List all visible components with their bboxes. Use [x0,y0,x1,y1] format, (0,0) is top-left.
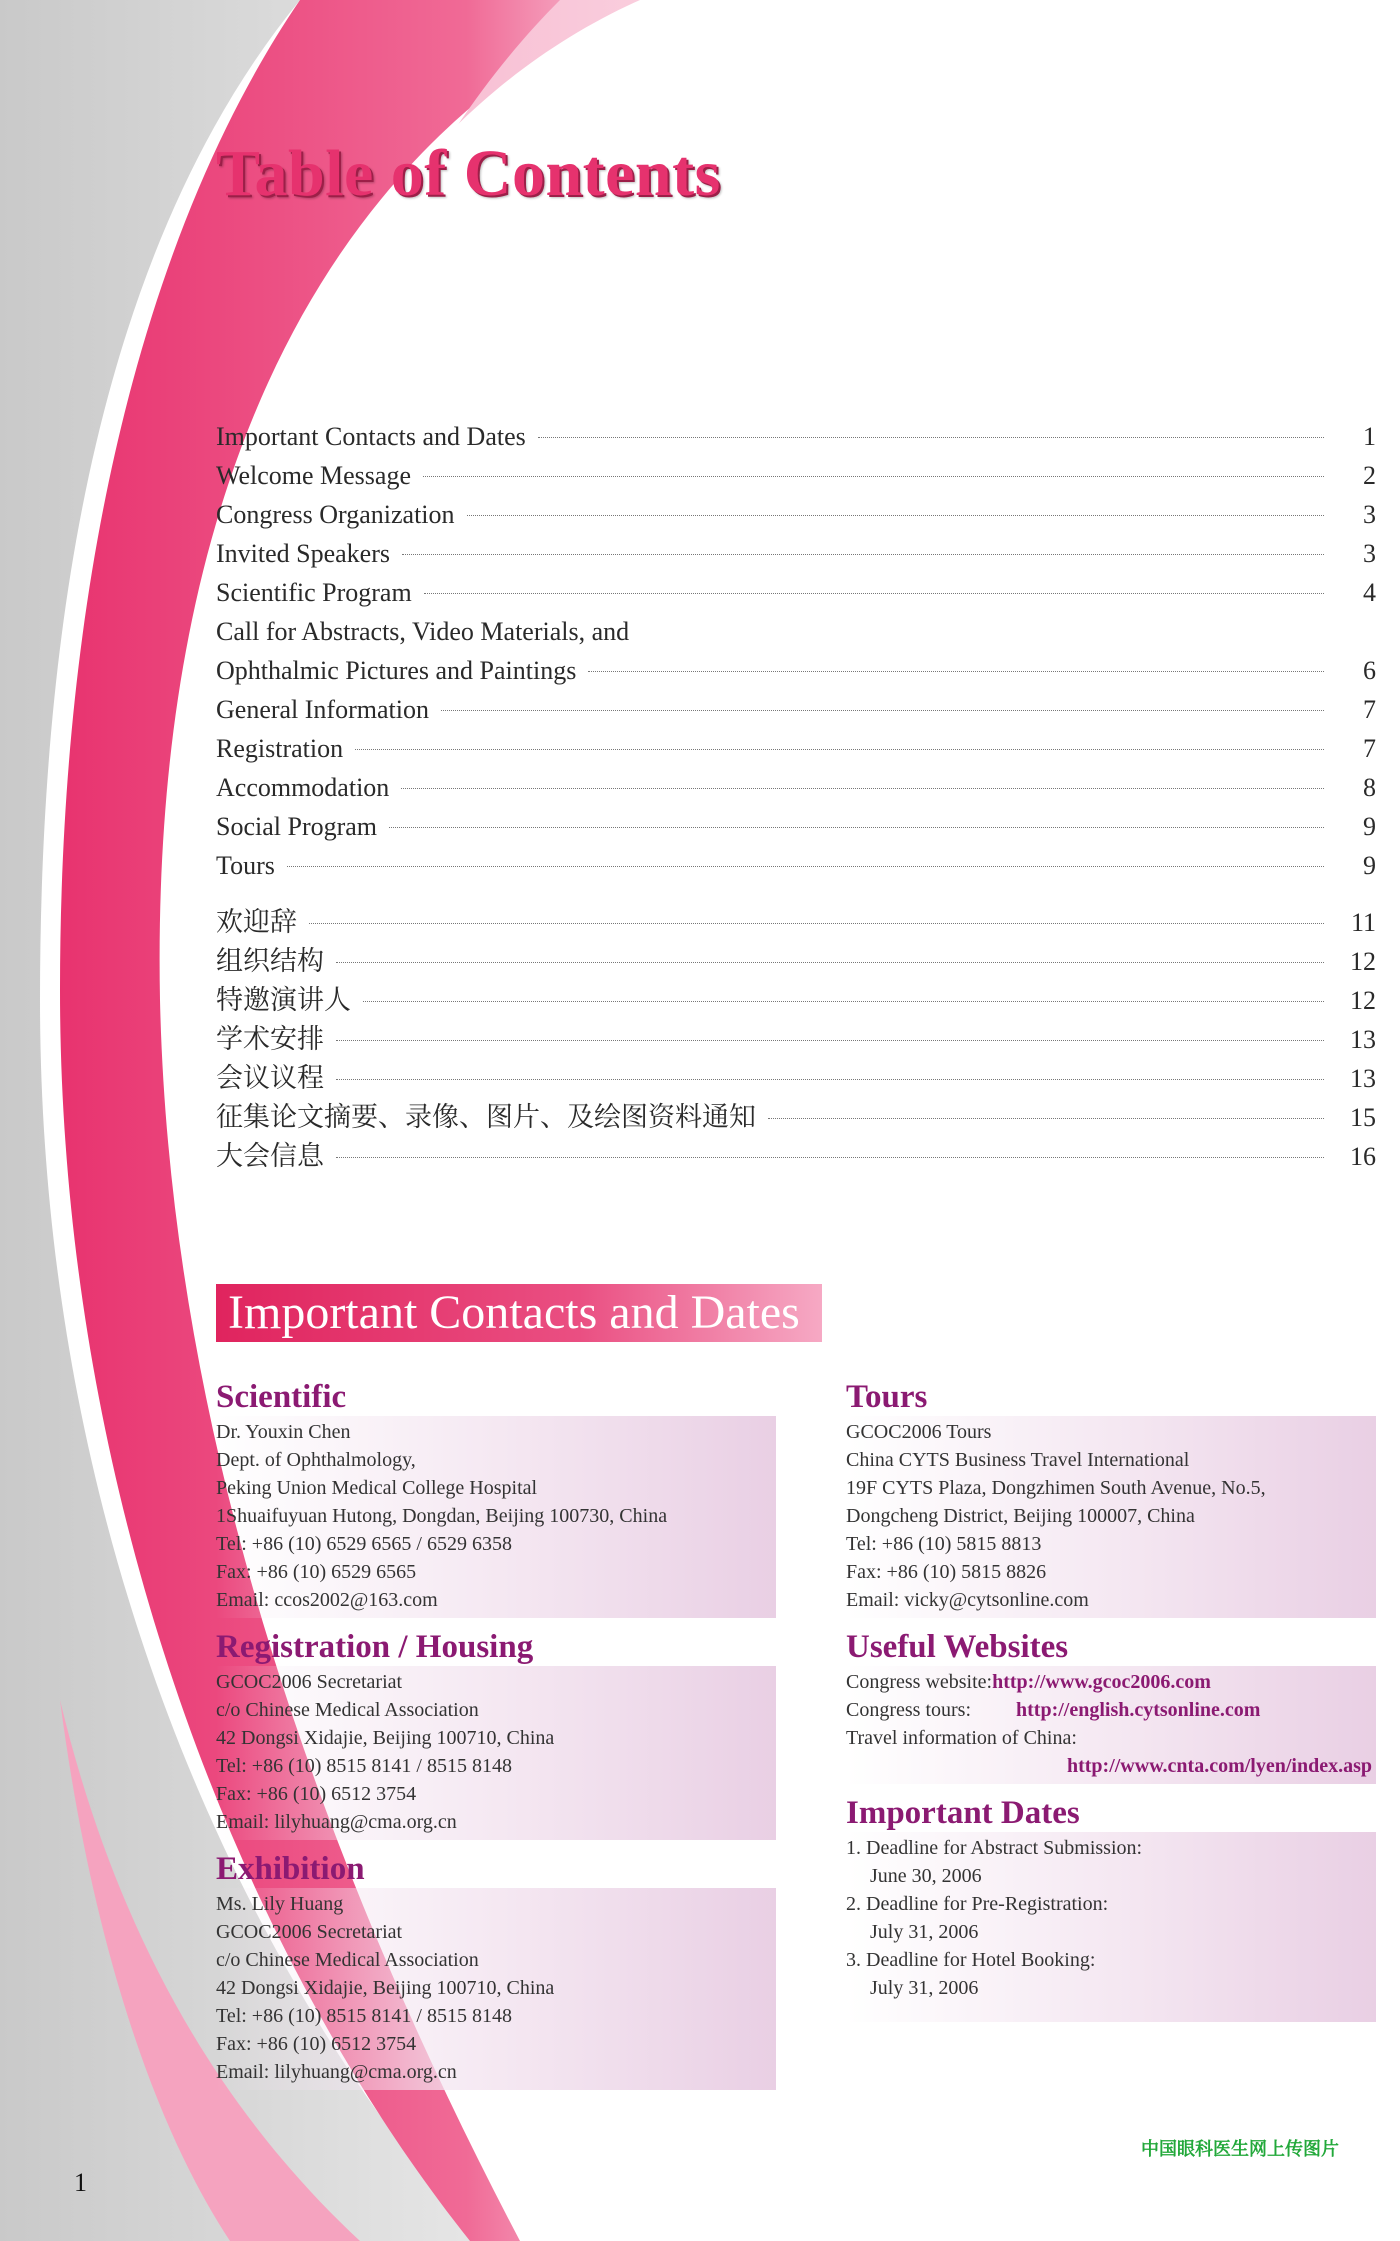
toc-entry-page: 3 [1363,539,1376,568]
contact-line: 42 Dongsi Xidajie, Beijing 100710, China [216,1727,555,1749]
website-label: Travel information of China: [846,1727,1077,1749]
dates-heading: Important Dates [846,1795,1080,1831]
toc-entry[interactable] [216,578,1376,617]
watermark-text: 中国眼科医生网上传图片 [1141,2139,1339,2160]
toc-entry-label: Call for Abstracts, Video Materials, and [216,617,630,646]
toc-entry-label: Invited Speakers [216,539,391,568]
exhibition-contact [216,1850,776,2090]
contact-line: Peking Union Medical College Hospital [216,1477,538,1499]
contact-line: Tel: +86 (10) 5815 8813 [846,1533,1042,1555]
registration-heading: Registration / Housing [216,1629,534,1665]
leader-dots [423,476,1324,477]
toc-entry-page: 4 [1363,578,1376,607]
toc-entry-cn[interactable] [216,1056,1376,1095]
contact-line: Fax: +86 (10) 6512 3754 [216,1783,417,1805]
toc-entry-label: Tours [216,851,275,880]
toc-entry-cn[interactable] [216,1017,1376,1056]
page-number: 1 [74,2168,87,2197]
leader-dots [538,437,1324,438]
toc-entry-page: 3 [1363,500,1376,529]
contact-email[interactable]: Email: lilyhuang@cma.org.cn [216,1811,457,1833]
date-label: 2. Deadline for Pre-Registration: [846,1893,1109,1915]
contact-line: China CYTS Business Travel International [846,1449,1190,1471]
tours-heading: Tours [846,1379,928,1415]
toc-entry-page: 8 [1363,773,1376,802]
leader-dots [467,515,1324,516]
leader-dots [768,1118,1324,1119]
congress-website-link[interactable]: http://www.gcoc2006.com [992,1671,1211,1693]
contact-line: c/o Chinese Medical Association [216,1699,479,1721]
registration-body [216,1666,776,1840]
toc-entry-label: 欢迎辞 [216,907,297,938]
toc-entry-label: 会议议程 [216,1063,324,1094]
leader-dots [402,554,1324,555]
toc-entry-label: Social Program [216,812,378,841]
toc-entry-label: Registration [216,734,344,763]
travel-info-link[interactable]: http://www.cnta.com/lyen/index.asp [1066,1755,1372,1777]
contact-line: Tel: +86 (10) 8515 8141 / 8515 8148 [216,2005,512,2027]
toc-entry-page: 6 [1363,656,1376,685]
contact-line: Fax: +86 (10) 6512 3754 [216,2033,417,2055]
toc-entry[interactable] [216,656,1376,695]
contact-line: Dept. of Ophthalmology, [216,1449,416,1471]
leader-dots [336,962,1324,963]
toc-entry-label: 组织结构 [216,946,324,977]
toc-entry-cn[interactable] [216,939,1376,978]
leader-dots [309,923,1324,924]
website-row [846,1668,1376,1696]
leader-dots [389,827,1324,828]
leader-dots [424,593,1324,594]
toc-entry-page: 9 [1363,812,1376,841]
scientific-body [216,1416,776,1618]
website-row [846,1752,1376,1780]
toc-entry[interactable] [216,773,1376,812]
leader-dots [363,1001,1324,1002]
toc-entry-label: 学术安排 [216,1024,324,1055]
toc-entry-label: Ophthalmic Pictures and Paintings [216,656,577,685]
toc-entry-page: 1 [1363,422,1376,451]
leader-dots [355,749,1324,750]
toc-entry-label: General Information [216,695,429,724]
leader-dots [287,866,1324,867]
contact-line: 19F CYTS Plaza, Dongzhimen South Avenue, No.5, [846,1477,1266,1499]
toc-entry-label: Welcome Message [216,461,411,490]
date-label: 1. Deadline for Abstract Submission: [846,1837,1143,1859]
contact-line: GCOC2006 Secretariat [216,1671,403,1693]
contact-line: GCOC2006 Tours [846,1421,992,1443]
registration-contact [216,1628,776,1840]
toc-entry-label: 特邀演讲人 [216,985,351,1016]
contact-line: c/o Chinese Medical Association [216,1949,479,1971]
congress-tours-link[interactable]: http://english.cytsonline.com [1016,1699,1261,1721]
toc-entry-page: 7 [1363,695,1376,724]
leader-dots [588,671,1324,672]
toc-entry[interactable] [216,539,1376,578]
contact-line: GCOC2006 Secretariat [216,1921,403,1943]
contact-email[interactable]: Email: vicky@cytsonline.com [846,1589,1089,1611]
toc-entry-page: 13 [1350,1064,1376,1093]
section-banner: Important Contacts and Dates [216,1284,822,1342]
date-label: 3. Deadline for Hotel Booking: [846,1949,1096,1971]
toc-entry-page: 16 [1350,1142,1376,1171]
leader-dots [336,1079,1324,1080]
leader-dots [441,710,1324,711]
toc-entry-page: 9 [1363,851,1376,880]
toc-entry-page: 2 [1363,461,1376,490]
website-row [846,1696,1376,1724]
leader-dots [401,788,1324,789]
contact-line: 42 Dongsi Xidajie, Beijing 100710, China [216,1977,555,1999]
toc-entry-label: Accommodation [216,773,390,802]
toc-entry-page: 13 [1350,1025,1376,1054]
website-label: Congress tours: [846,1699,971,1721]
contact-line: Fax: +86 (10) 6529 6565 [216,1561,417,1583]
toc-entry[interactable] [216,617,1376,656]
toc-entry[interactable] [216,695,1376,734]
date-value: July 31, 2006 [870,1921,979,1943]
toc-entry-page: 11 [1350,908,1376,937]
contact-line: Fax: +86 (10) 5815 8826 [846,1561,1047,1583]
contact-line: Tel: +86 (10) 8515 8141 / 8515 8148 [216,1755,512,1777]
toc-entry-label: Important Contacts and Dates [216,422,526,451]
leader-dots [336,1157,1324,1158]
websites-heading: Useful Websites [846,1629,1069,1665]
contact-line: 1Shuaifuyuan Hutong, Dongdan, Beijing 100730, China [216,1505,668,1527]
toc-entry[interactable] [216,461,1376,500]
scientific-contact [216,1378,776,1618]
toc-entry[interactable] [216,851,1376,890]
toc-entry-page: 12 [1350,986,1376,1015]
table-of-contents [216,422,1376,1173]
leader-dots [336,1040,1324,1041]
toc-entry-page: 12 [1350,947,1376,976]
date-value: July 31, 2006 [870,1977,979,1999]
toc-entry-label: 征集论文摘要、录像、图片、及绘图资料通知 [216,1102,756,1133]
tours-contact [846,1378,1376,1618]
toc-entry-cn[interactable] [216,900,1376,939]
important-dates [846,1794,1376,2022]
tours-body [846,1416,1376,1618]
toc-entry-cn[interactable] [216,1095,1376,1134]
toc-entry-label: 大会信息 [216,1141,324,1172]
toc-entry-page: 7 [1363,734,1376,763]
contact-line: Ms. Lily Huang [216,1893,344,1915]
toc-entry[interactable] [216,812,1376,851]
toc-entry-cn[interactable] [216,978,1376,1017]
exhibition-body [216,1888,776,2090]
toc-gap [216,890,1376,900]
website-label: Congress website: [846,1671,993,1693]
websites-body [846,1666,1376,1784]
toc-entry-label: Scientific Program [216,578,412,607]
exhibition-heading: Exhibition [216,1851,365,1887]
website-row [846,1724,1376,1752]
contact-line: Dr. Youxin Chen [216,1421,351,1443]
toc-entry-cn[interactable] [216,1134,1376,1173]
page-title: Table of Contents [216,137,721,210]
contact-line: Tel: +86 (10) 6529 6565 / 6529 6358 [216,1533,512,1555]
dates-body [846,1832,1376,2022]
useful-websites [846,1628,1376,1784]
toc-entry[interactable] [216,500,1376,539]
contact-email[interactable]: Email: ccos2002@163.com [216,1589,438,1611]
date-value: June 30, 2006 [870,1865,982,1887]
toc-entry-label: Congress Organization [216,500,455,529]
contact-email[interactable]: Email: lilyhuang@cma.org.cn [216,2061,457,2083]
scientific-heading: Scientific [216,1379,347,1415]
contact-line: Dongcheng District, Beijing 100007, China [846,1505,1195,1527]
toc-entry[interactable] [216,422,1376,461]
toc-entry[interactable] [216,734,1376,773]
toc-entry-page: 15 [1350,1103,1376,1132]
